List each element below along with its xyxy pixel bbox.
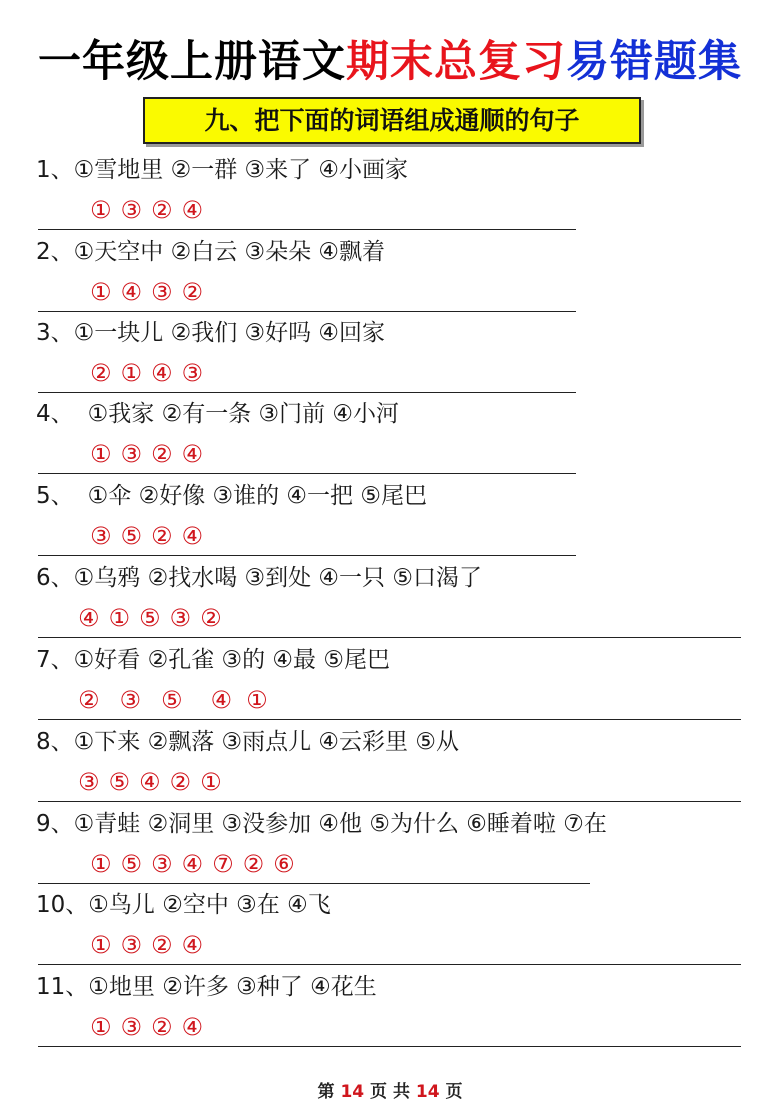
question-number: 8、 [36, 729, 74, 755]
answer-sequence [78, 603, 231, 633]
answer-mark: ⑤ [161, 686, 183, 714]
answer-mark: ① [90, 850, 112, 878]
question-words: ①我家 ②有一条 ③门前 ④小河 [87, 401, 400, 427]
answer-underline [38, 883, 590, 884]
answer-mark: ② [200, 604, 222, 632]
question-text [36, 727, 459, 757]
answer-mark: ⑦ [212, 850, 234, 878]
question-text [36, 155, 408, 185]
footer-suffix: 页 [445, 1082, 463, 1102]
page-footer [0, 1077, 780, 1102]
answer-mark: ⑤ [120, 850, 143, 878]
answer-mark: ③ [119, 686, 142, 714]
answer-mark: ① [246, 686, 268, 714]
answer-mark: ③ [120, 440, 143, 468]
answer-underline [38, 311, 576, 312]
answer-sequence [90, 439, 212, 469]
answer-mark: ② [242, 850, 265, 878]
answer-mark: ⑤ [139, 604, 161, 632]
footer-prefix: 第 [317, 1082, 335, 1102]
question-text [36, 399, 399, 429]
title-part-red: 期末总复习 [346, 37, 566, 87]
answer-underline [38, 1046, 741, 1047]
question-words: ①地里 ②许多 ③种了 ④花生 [88, 974, 377, 1000]
answer-underline [38, 392, 576, 393]
answer-underline [38, 964, 741, 965]
answer-underline [38, 555, 576, 556]
answer-sequence [90, 849, 304, 879]
question-words: ①好看 ②孔雀 ③的 ④最 ⑤尾巴 [73, 647, 390, 673]
answer-underline [38, 637, 741, 638]
footer-middle: 页 共 [370, 1082, 410, 1102]
question-number: 5、 [36, 483, 74, 509]
answer-mark: ② [78, 686, 100, 714]
answer-mark: ③ [120, 196, 143, 224]
answer-mark: ③ [151, 278, 173, 306]
answer-mark: ⑤ [108, 768, 131, 796]
answer-mark: ④ [181, 1013, 204, 1041]
answer-mark: ② [151, 522, 173, 550]
question-number: 4、 [36, 401, 74, 427]
answer-mark: ④ [181, 196, 204, 224]
question-number: 3、 [36, 320, 74, 346]
answer-mark: ② [169, 768, 192, 796]
answer-mark: ① [200, 768, 222, 796]
answer-mark: ③ [120, 931, 143, 959]
answer-underline [38, 229, 576, 230]
question-words: ①一块儿 ②我们 ③好吗 ④回家 [73, 320, 386, 346]
question-number: 6、 [36, 565, 74, 591]
question-number: 11、 [36, 974, 89, 1000]
answer-mark: ⑥ [273, 850, 295, 878]
answer-mark: ④ [181, 931, 204, 959]
answer-mark: ④ [181, 440, 204, 468]
question-text [36, 563, 482, 593]
question-text [36, 890, 331, 920]
question-text [36, 972, 377, 1002]
footer-page-number: 14 [340, 1082, 365, 1102]
section-heading: 九、把下面的词语组成通顺的句子 [143, 97, 641, 144]
question-words: ①鸟儿 ②空中 ③在 ④飞 [88, 892, 331, 918]
answer-mark: ④ [139, 768, 161, 796]
answer-mark: ③ [120, 1013, 143, 1041]
answer-mark: ④ [78, 604, 100, 632]
answer-mark: ③ [151, 850, 173, 878]
page-title [0, 34, 780, 90]
question-words: ①伞 ②好像 ③谁的 ④一把 ⑤尾巴 [87, 483, 427, 509]
answer-mark: ① [90, 278, 112, 306]
question-text [36, 237, 385, 267]
answer-mark: ③ [90, 522, 112, 550]
question-text [36, 318, 385, 348]
answer-sequence [78, 685, 277, 715]
answer-mark: ③ [78, 768, 100, 796]
question-words: ①天空中 ②白云 ③朵朵 ④飘着 [73, 239, 386, 265]
question-words: ①下来 ②飘落 ③雨点儿 ④云彩里 ⑤从 [73, 729, 459, 755]
answer-sequence [90, 1012, 212, 1042]
answer-mark: ① [90, 196, 112, 224]
answer-mark: ① [120, 359, 143, 387]
answer-mark: ④ [151, 359, 173, 387]
question-text [36, 809, 607, 839]
question-number: 2、 [36, 239, 74, 265]
answer-mark: ② [151, 1013, 173, 1041]
answer-sequence [90, 277, 212, 307]
question-words: ①雪地里 ②一群 ③来了 ④小画家 [73, 157, 409, 183]
answer-mark: ④ [120, 278, 143, 306]
question-text [36, 481, 427, 511]
footer-total-pages: 14 [415, 1082, 440, 1102]
answer-mark: ② [151, 931, 173, 959]
answer-mark: ③ [169, 604, 192, 632]
answer-underline [38, 719, 741, 720]
answer-sequence [90, 930, 212, 960]
answer-mark: ② [151, 440, 173, 468]
title-part-black: 一年级上册语文 [38, 37, 346, 87]
question-words: ①青蛙 ②洞里 ③没参加 ④他 ⑤为什么 ⑥睡着啦 ⑦在 [73, 811, 607, 837]
answer-mark: ⑤ [120, 522, 143, 550]
answer-mark: ③ [181, 359, 204, 387]
answer-underline [38, 473, 576, 474]
question-number: 7、 [36, 647, 74, 673]
title-part-blue: 易错题集 [566, 37, 742, 87]
answer-mark: ② [151, 196, 173, 224]
question-words: ①乌鸦 ②找水喝 ③到处 ④一只 ⑤口渴了 [73, 565, 482, 591]
question-text [36, 645, 390, 675]
answer-mark: ① [108, 604, 131, 632]
answer-sequence [90, 358, 212, 388]
answer-mark: ① [90, 931, 112, 959]
answer-sequence [90, 521, 212, 551]
answer-mark: ② [90, 359, 112, 387]
question-number: 1、 [36, 157, 74, 183]
answer-mark: ④ [210, 686, 233, 714]
answer-sequence [78, 767, 231, 797]
question-number: 9、 [36, 811, 74, 837]
answer-mark: ② [181, 278, 204, 306]
answer-mark: ④ [181, 522, 204, 550]
question-number: 10、 [36, 892, 89, 918]
answer-mark: ① [90, 440, 112, 468]
answer-sequence [90, 195, 212, 225]
answer-mark: ① [90, 1013, 112, 1041]
answer-mark: ④ [181, 850, 204, 878]
answer-underline [38, 801, 741, 802]
